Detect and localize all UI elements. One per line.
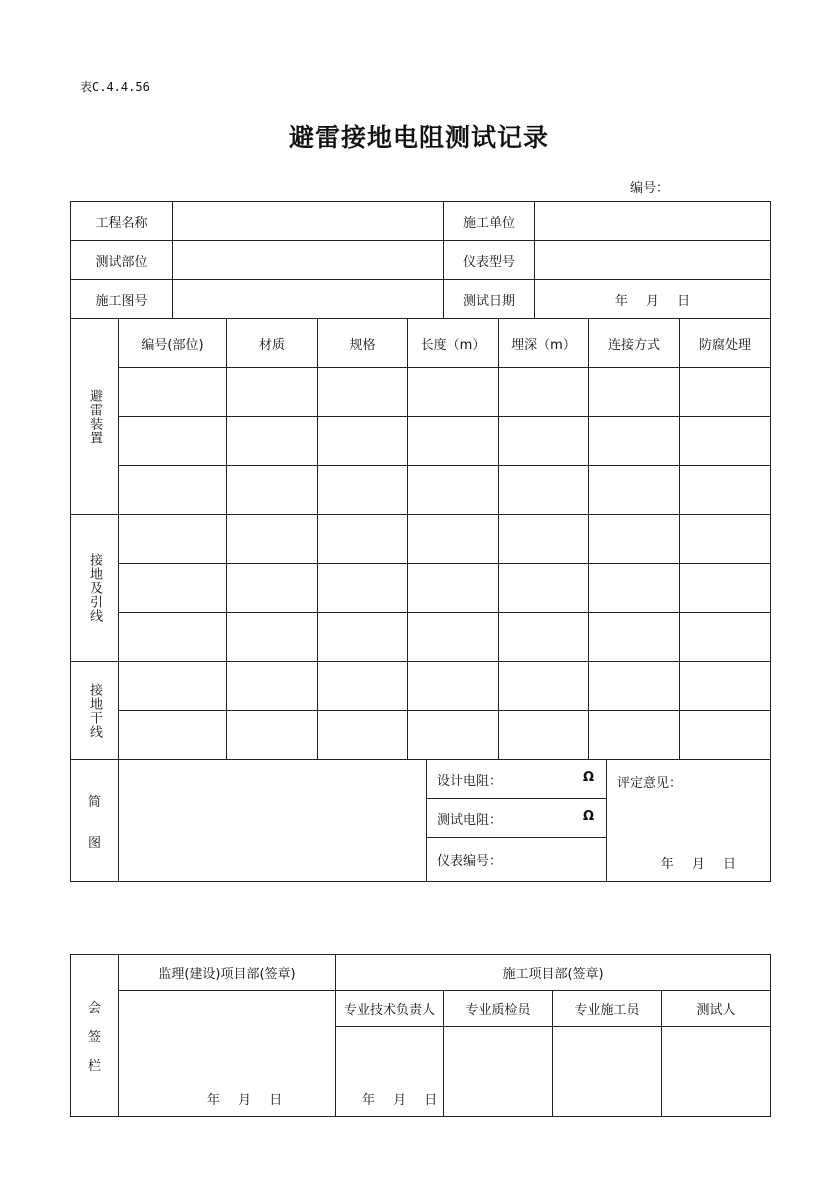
table-cell[interactable] — [408, 515, 499, 564]
supervision-date: 年 月 日 — [207, 1093, 283, 1108]
materials-table — [70, 318, 771, 760]
table-cell[interactable] — [499, 662, 589, 711]
table-cell[interactable] — [499, 417, 589, 466]
table-cell[interactable] — [227, 466, 318, 515]
sketch-area[interactable] — [119, 760, 427, 882]
table-cell[interactable] — [499, 466, 589, 515]
test-resistance-label: 测试电阻： — [437, 812, 503, 828]
column-header: 长度（m） — [408, 319, 499, 368]
table-cell[interactable] — [680, 515, 771, 564]
table-cell[interactable] — [589, 564, 680, 613]
role-construction-worker: 专业施工员 — [553, 991, 662, 1027]
construction-header: 施工项目部(签章) — [336, 955, 771, 991]
table-cell[interactable] — [499, 564, 589, 613]
group-label-cell — [71, 662, 119, 760]
table-cell[interactable] — [227, 417, 318, 466]
table-row — [71, 417, 771, 466]
table-cell[interactable] — [680, 466, 771, 515]
sketch-label: 简 图 — [71, 760, 119, 882]
drawing-no-label: 施工图号 — [71, 280, 173, 319]
group-label-cell — [71, 319, 119, 515]
evaluation-area[interactable] — [607, 760, 771, 882]
table-cell[interactable] — [318, 417, 408, 466]
table-cell[interactable] — [318, 466, 408, 515]
table-cell[interactable] — [227, 368, 318, 417]
table-cell[interactable] — [408, 368, 499, 417]
table-cell[interactable] — [119, 368, 227, 417]
supervision-header: 监理(建设)项目部(签章) — [119, 955, 336, 991]
serial-number-label: 编号： — [630, 181, 670, 196]
table-cell[interactable] — [119, 662, 227, 711]
table-cell[interactable] — [119, 417, 227, 466]
instrument-model-field[interactable] — [535, 241, 771, 280]
table-row — [71, 466, 771, 515]
construction-unit-field[interactable] — [535, 202, 771, 241]
ohm-symbol: Ω — [582, 769, 594, 785]
table-cell[interactable] — [119, 711, 227, 760]
evaluation-date: 年 月 日 — [660, 857, 736, 872]
table-cell[interactable] — [589, 711, 680, 760]
ohm-symbol: Ω — [582, 808, 594, 824]
page-title: 避雷接地电阻测试记录 — [288, 123, 549, 152]
instrument-no-label: 仪表编号： — [437, 854, 503, 869]
group-label: 避雷装置 — [87, 388, 102, 445]
group-label-cell — [71, 515, 119, 662]
table-row — [71, 515, 771, 564]
table-cell[interactable] — [499, 613, 589, 662]
table-cell[interactable] — [227, 515, 318, 564]
header-table — [70, 201, 771, 319]
table-cell[interactable] — [680, 662, 771, 711]
column-header: 连接方式 — [589, 319, 680, 368]
table-cell[interactable] — [227, 613, 318, 662]
signoff-section — [70, 954, 771, 1117]
table-cell[interactable] — [408, 564, 499, 613]
role-tester: 测试人 — [662, 991, 771, 1027]
role-tech-lead: 专业技术负责人 — [336, 991, 444, 1027]
table-row — [71, 711, 771, 760]
column-header: 编号(部位) — [119, 319, 227, 368]
table-cell[interactable] — [499, 368, 589, 417]
form-code: 表C.4.4.56 — [80, 80, 150, 94]
test-resistance-row[interactable] — [427, 799, 607, 838]
role-quality-inspector: 专业质检员 — [444, 991, 553, 1027]
sketch-section — [70, 759, 771, 882]
table-cell[interactable] — [119, 564, 227, 613]
table-cell[interactable] — [589, 417, 680, 466]
table-cell[interactable] — [318, 662, 408, 711]
table-cell[interactable] — [408, 662, 499, 711]
table-cell[interactable] — [227, 564, 318, 613]
tech-lead-signature[interactable] — [336, 1027, 444, 1117]
instrument-no-area[interactable] — [427, 838, 607, 882]
project-name-field[interactable] — [173, 202, 444, 241]
signoff-label: 会 签 栏 — [71, 955, 119, 1117]
table-cell[interactable] — [227, 711, 318, 760]
test-date-field[interactable]: 年 月 日 — [535, 280, 771, 319]
table-cell[interactable] — [119, 466, 227, 515]
table-cell[interactable] — [318, 368, 408, 417]
table-cell[interactable] — [680, 613, 771, 662]
table-cell[interactable] — [589, 613, 680, 662]
group-label: 接地干线 — [87, 682, 102, 739]
table-cell[interactable] — [499, 711, 589, 760]
table-cell[interactable] — [589, 662, 680, 711]
quality-inspector-signature[interactable] — [444, 1027, 553, 1117]
column-header: 埋深（m） — [499, 319, 589, 368]
table-cell[interactable] — [119, 613, 227, 662]
design-resistance-label: 设计电阻： — [437, 773, 503, 789]
evaluation-label: 评定意见： — [617, 776, 683, 791]
drawing-no-field[interactable] — [173, 280, 444, 319]
table-cell[interactable] — [227, 662, 318, 711]
table-row — [71, 564, 771, 613]
table-row — [71, 368, 771, 417]
table-cell[interactable] — [589, 515, 680, 564]
instrument-model-label: 仪表型号 — [444, 241, 535, 280]
table-cell[interactable] — [499, 515, 589, 564]
test-location-label: 测试部位 — [71, 241, 173, 280]
table-cell[interactable] — [680, 711, 771, 760]
table-cell[interactable] — [408, 711, 499, 760]
column-header: 防腐处理 — [680, 319, 771, 368]
tester-signature[interactable] — [662, 1027, 771, 1117]
table-cell[interactable] — [589, 466, 680, 515]
group-label: 接地及引线 — [87, 553, 102, 623]
table-cell[interactable] — [408, 466, 499, 515]
supervision-signature-area[interactable] — [119, 991, 336, 1117]
table-row — [71, 613, 771, 662]
table-cell[interactable] — [680, 417, 771, 466]
test-date-label: 测试日期 — [444, 280, 535, 319]
table-cell[interactable] — [318, 515, 408, 564]
test-location-field[interactable] — [173, 241, 444, 280]
table-cell[interactable] — [408, 613, 499, 662]
table-cell[interactable] — [680, 368, 771, 417]
table-cell[interactable] — [318, 711, 408, 760]
table-cell[interactable] — [318, 564, 408, 613]
table-cell[interactable] — [318, 613, 408, 662]
construction-date: 年 月 日 — [362, 1093, 438, 1108]
construction-unit-label: 施工单位 — [444, 202, 535, 241]
table-cell[interactable] — [680, 564, 771, 613]
table-row — [71, 662, 771, 711]
column-header: 材质 — [227, 319, 318, 368]
table-cell[interactable] — [119, 515, 227, 564]
design-resistance-row[interactable] — [427, 760, 607, 799]
table-cell[interactable] — [408, 417, 499, 466]
table-cell[interactable] — [589, 368, 680, 417]
column-header: 规格 — [318, 319, 408, 368]
construction-worker-signature[interactable] — [553, 1027, 662, 1117]
project-name-label: 工程名称 — [71, 202, 173, 241]
